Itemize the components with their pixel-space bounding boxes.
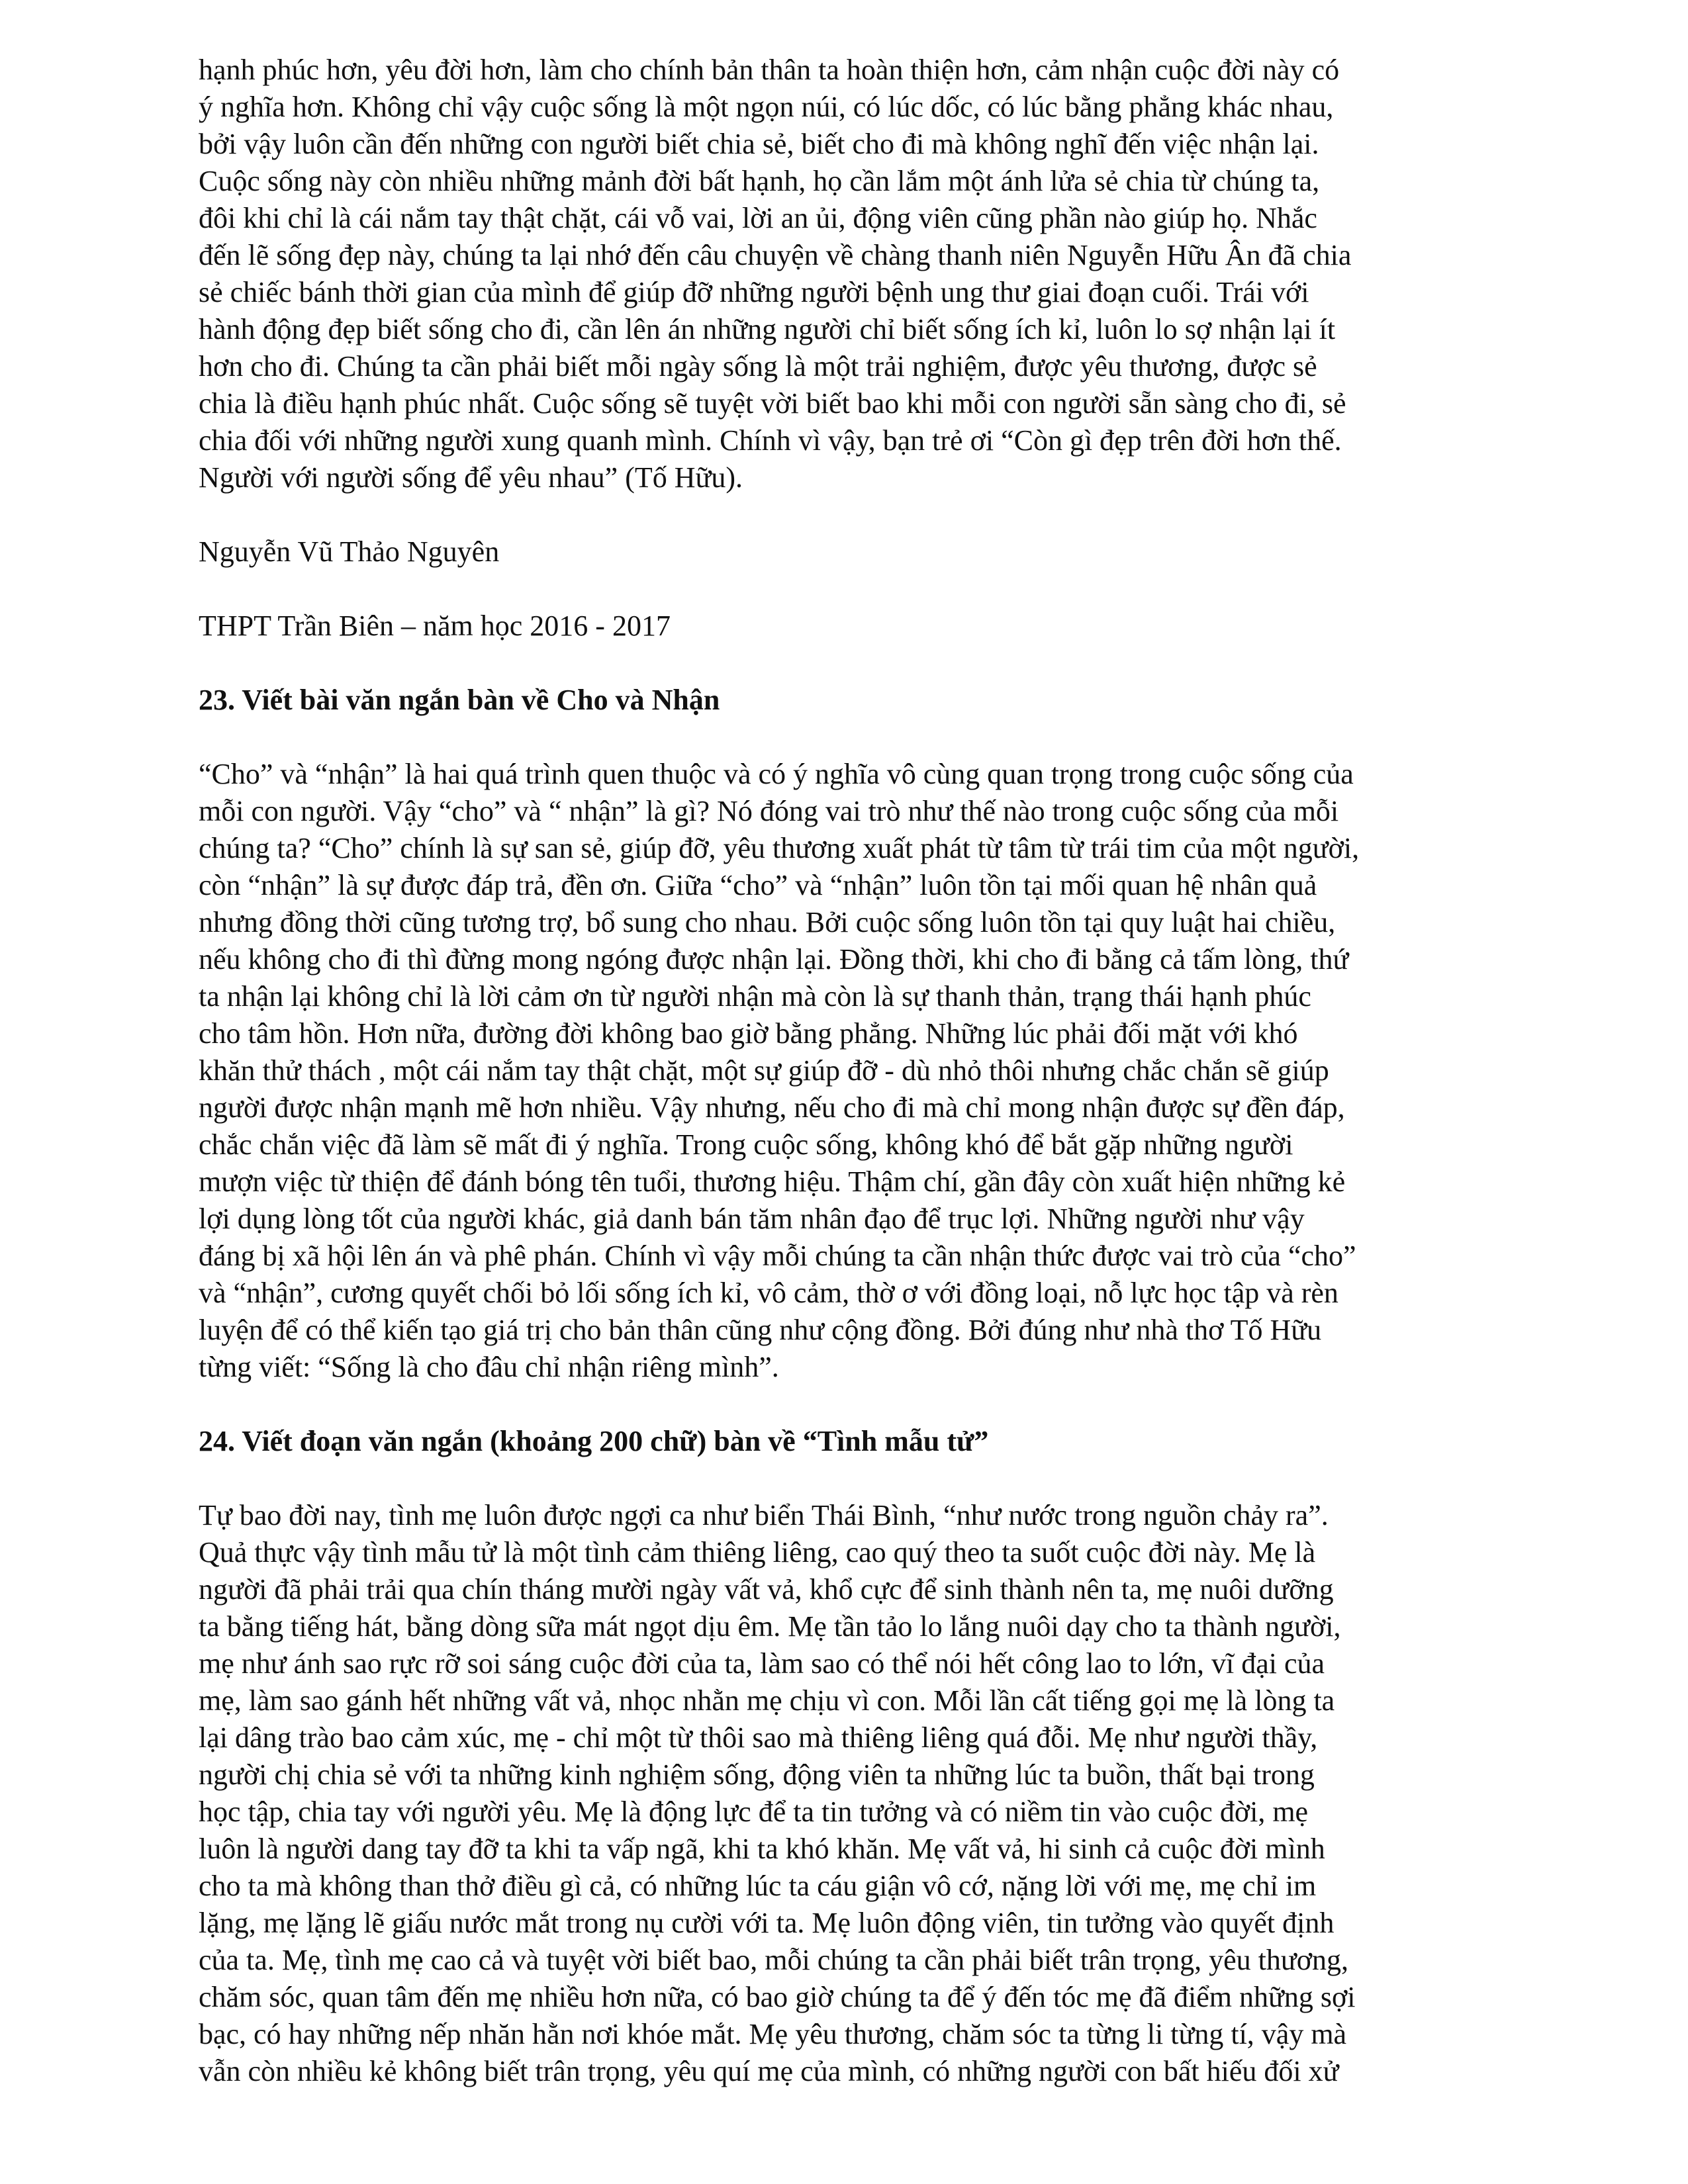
author-name: Nguyễn Vũ Thảo Nguyên	[199, 535, 500, 568]
author-school: THPT Trần Biên – năm học 2016 - 2017	[199, 610, 671, 642]
spacer	[199, 496, 1516, 533]
spacer	[199, 1386, 1516, 1423]
section-24-body: Tự bao đời nay, tình mẹ luôn được ngợi ca như biển Thái Bình, “như nước trong nguồn chảy ra”. Quả thực vậy tình mẫu tử là một tình cảm thiêng liêng, cao quý theo ta suốt cuộc đời này. Mẹ là người đã phải trải qua chín tháng mười ngày vất vả, khổ cực để sinh thành nên ta, mẹ nuôi dưỡng ta bằng tiếng hát, bằng dòng sữa mát ngọt dịu êm. Mẹ tần tảo lo lắng nuôi dạy cho ta thành người, mẹ như ánh sao rực rỡ soi sáng cuộc đời của ta, làm sao có thể nói hết công lao to lớn, vĩ đại của mẹ, làm sao gánh hết những vất vả, nhọc nhằn mẹ chịu vì con. Mỗi lần cất tiếng gọi mẹ là lòng ta lại dâng trào bao cảm xúc, mẹ - chỉ một từ thôi sao mà thiêng liêng quá đỗi. Mẹ như người thầy, người chị chia sẻ với ta những kinh nghiệm sống, động viên ta những lúc ta buồn, thất bại trong học tập, chia tay với người yêu. Mẹ là động lực để ta tin tưởng và có niềm tin vào cuộc đời, mẹ luôn là người dang tay đỡ ta khi ta vấp ngã, khi ta khó khăn. Mẹ vất vả, hi sinh cả cuộc đời mình cho ta mà không than thở điều gì cả, có những lúc ta cáu giận vô cớ, nặng lời với mẹ, mẹ chỉ im lặng, mẹ lặng lẽ giấu nước mắt trong nụ cười với ta. Mẹ luôn động viên, tin tưởng vào quyết định của ta. Mẹ, tình mẹ cao cả và tuyệt vời biết bao, mỗi chúng ta cần phải biết trân trọng, yêu thương, chăm sóc, quan tâm đến mẹ nhiều hơn nữa, có bao giờ chúng ta để ý đến tóc mẹ đã điểm những sợi bạc, có hay những nếp nhăn hằn nơi khóe mắt. Mẹ yêu thương, chăm sóc ta từng li từng tí, vậy mà vẫn còn nhiều kẻ không biết trân trọng, yêu quí mẹ của mình, có những người con bất hiếu đối xử	[199, 1499, 1356, 2087]
section-23-heading: 23. Viết bài văn ngắn bàn về Cho và Nhận	[199, 684, 720, 716]
spacer	[199, 645, 1516, 682]
section-24-heading: 24. Viết đoạn văn ngắn (khoảng 200 chữ) bàn về “Tình mẫu tử”	[199, 1425, 989, 1457]
section-23-body: “Cho” và “nhận” là hai quá trình quen thuộc và có ý nghĩa vô cùng quan trọng trong cuộc sống của mỗi con người. Vậy “cho” và “ nhận” là gì? Nó đóng vai trò như thế nào trong cuộc sống của mỗi chúng ta? “Cho” chính là sự san sẻ, giúp đỡ, yêu thương xuất phát từ tâm từ trái tim của một người, còn “nhận” là sự được đáp trả, đền ơn. Giữa “cho” và “nhận” luôn tồn tại mối quan hệ nhân quả nhưng đồng thời cũng tương trợ, bổ sung cho nhau. Bởi cuộc sống luôn tồn tại quy luật hai chiều, nếu không cho đi thì đừng mong ngóng được nhận lại. Đồng thời, khi cho đi bằng cả tấm lòng, thứ ta nhận lại không chỉ là lời cảm ơn từ người nhận mà còn là sự thanh thản, trạng thái hạnh phúc cho tâm hồn. Hơn nữa, đường đời không bao giờ bằng phẳng. Những lúc phải đối mặt với khó khăn thử thách , một cái nắm tay thật chặt, một sự giúp đỡ - dù nhỏ thôi nhưng chắc chắn sẽ giúp người được nhận mạnh mẽ hơn nhiều. Vậy nhưng, nếu cho đi mà chỉ mong nhận được sự đền đáp, chắc chắn việc đã làm sẽ mất đi ý nghĩa. Trong cuộc sống, không khó để bắt gặp những người mượn việc từ thiện để đánh bóng tên tuổi, thương hiệu. Thậm chí, gần đây còn xuất hiện những kẻ lợi dụng lòng tốt của người khác, giả danh bán tăm nhân đạo để trục lợi. Những người như vậy đáng bị xã hội lên án và phê phán. Chính vì vậy mỗi chúng ta cần nhận thức được vai trò của “cho” và “nhận”, cương quyết chối bỏ lối sống ích kỉ, vô cảm, thờ ơ với đồng loại, nỗ lực học tập và rèn luyện để có thể kiến tạo giá trị cho bản thân cũng như cộng đồng. Bởi đúng như nhà thơ Tố Hữu từng viết: “Sống là cho đâu chỉ nhận riêng mình”.	[199, 758, 1360, 1383]
spacer	[199, 570, 1516, 608]
document-page	[199, 52, 1516, 2090]
spacer	[199, 719, 1516, 756]
spacer	[199, 1460, 1516, 1497]
intro-paragraph: hạnh phúc hơn, yêu đời hơn, làm cho chính bản thân ta hoàn thiện hơn, cảm nhận cuộc đời này có ý nghĩa hơn. Không chỉ vậy cuộc sống là một ngọn núi, có lúc dốc, có lúc bằng phẳng khác nhau, bởi vậy luôn cần đến những con người biết chia sẻ, biết cho đi mà không nghĩ đến việc nhận lại. Cuộc sống này còn nhiều những mảnh đời bất hạnh, họ cần lắm một ánh lửa sẻ chia từ chúng ta, đôi khi chỉ là cái nắm tay thật chặt, cái vỗ vai, lời an ủi, động viên cũng phần nào giúp họ. Nhắc đến lẽ sống đẹp này, chúng ta lại nhớ đến câu chuyện về chàng thanh niên Nguyễn Hữu Ân đã chia sẻ chiếc bánh thời gian của mình để giúp đỡ những người bệnh ung thư giai đoạn cuối. Trái với hành động đẹp biết sống cho đi, cần lên án những người chỉ biết sống ích kỉ, luôn lo sợ nhận lại ít hơn cho đi. Chúng ta cần phải biết mỗi ngày sống là một trải nghiệm, được yêu thương, được sẻ chia là điều hạnh phúc nhất. Cuộc sống sẽ tuyệt vời biết bao khi mỗi con người sẵn sàng cho đi, sẻ chia đối với những người xung quanh mình. Chính vì vậy, bạn trẻ ơi “Còn gì đẹp trên đời hơn thế. Người với người sống để yêu nhau” (Tố Hữu).	[199, 54, 1352, 494]
